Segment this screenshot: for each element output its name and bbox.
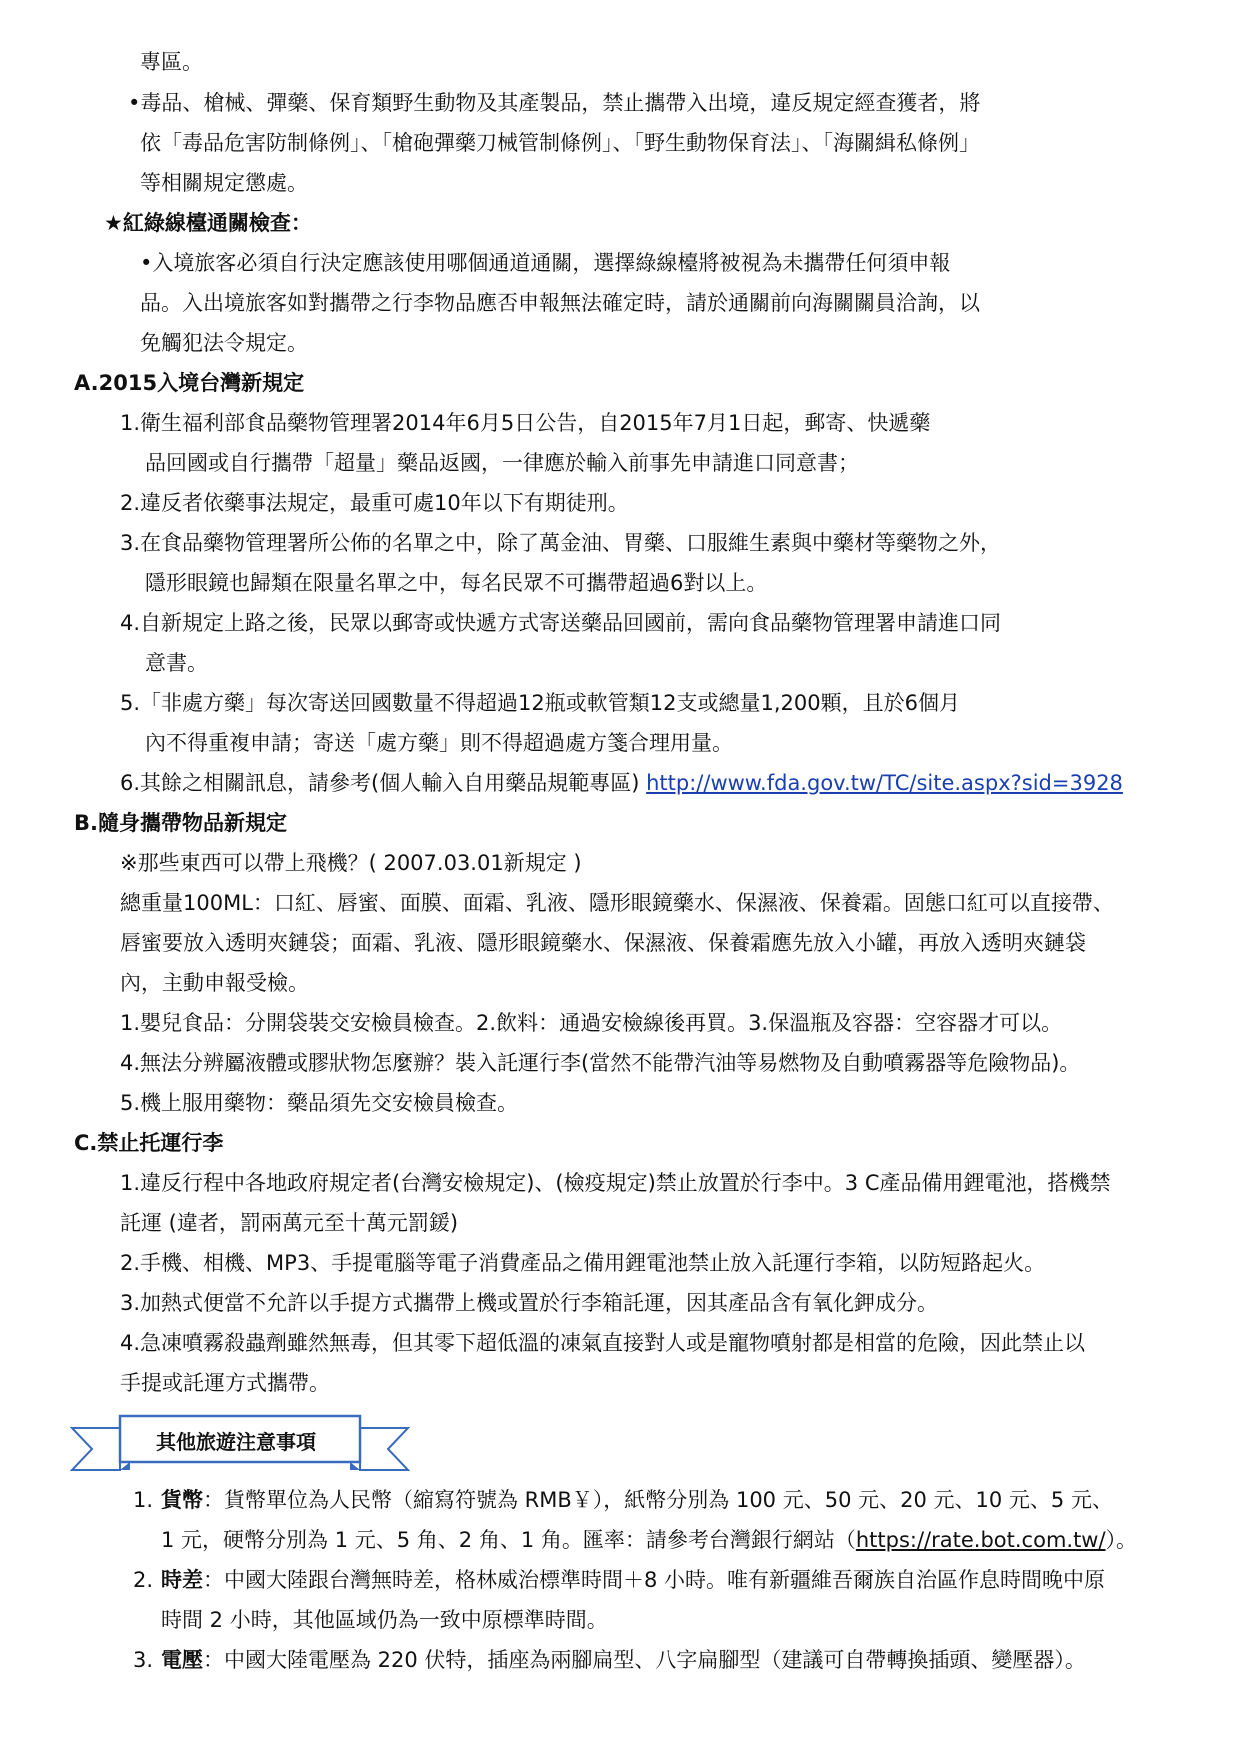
fda-link[interactable]: http://www.fda.gov.tw/TC/site.aspx?sid=3928 (646, 771, 1123, 795)
note-text: ：中國大陸跟台灣無時差，格林威治標準時間＋8 小時。唯有新疆維吾爾族自治區作息時間晚中原 (203, 1568, 1106, 1592)
text-line (120, 1088, 518, 1118)
line-text: 1.嬰兒食品：分開袋裝交安檢員檢查。2.飲料：通過安檢線後再買。3.保溫瓶及容器：空容器才可以。 (120, 1011, 1063, 1035)
line-text: 1.衛生福利部食品藥物管理署2014年6月5日公告，自2015年7月1日起，郵寄、快遞藥 (120, 411, 931, 435)
line-text: •毒品、槍械、彈藥、保育類野生動物及其產製品，禁止攜帶入出境，違反規定經查獲者，將 (128, 91, 981, 115)
note-line (133, 1645, 1086, 1675)
line-text: 依「毒品危害防制條例」、「槍砲彈藥刀械管制條例」、「野生動物保育法」、「海關緝私條例」 (140, 131, 980, 155)
line-text: 唇蜜要放入透明夾鏈袋；面霜、乳液、隱形眼鏡藥水、保濕液、保養霜應先放入小罐，再放入透明夾鏈袋 (120, 931, 1086, 955)
line-text: 2.違反者依藥事法規定，最重可處10年以下有期徒刑。 (120, 491, 629, 515)
section-heading (74, 808, 287, 838)
text-line (140, 168, 308, 198)
text-line (120, 768, 1123, 798)
note-text: ：貨幣單位為人民幣（縮寫符號為 RMB￥），紙幣分別為 100 元、50 元、20 元、10 元、5 元、 (203, 1488, 1113, 1512)
note-text-after: ）。 (1105, 1528, 1138, 1552)
note-line (133, 1485, 1113, 1515)
note-label: 貨幣 (161, 1488, 203, 1512)
line-text: 等相關規定懲處。 (140, 171, 308, 195)
note-number: 3. (133, 1648, 154, 1672)
text-line (120, 968, 309, 998)
note-line (133, 1565, 1105, 1595)
line-text: 4.急凍噴霧殺蟲劑雖然無毒，但其零下超低溫的凍氣直接對人或是寵物噴射都是相當的危險，因此禁止以 (120, 1331, 1086, 1355)
text-line (145, 568, 767, 598)
text-line (120, 528, 1001, 558)
note-line (133, 1605, 608, 1635)
line-text: 6.其餘之相關訊息，請參考(個人輸入自用藥品規範專區) (120, 771, 647, 795)
text-line (120, 888, 1114, 918)
line-text: •入境旅客必須自行決定應該使用哪個通道通關，選擇綠線檯將被視為未攜帶任何須申報 (140, 251, 951, 275)
text-line (145, 448, 859, 478)
section-heading (74, 1128, 223, 1158)
text-line (145, 728, 733, 758)
line-text: 5.「非處方藥」每次寄送回國數量不得超過12瓶或軟管類12支或總量1,200顆，且於6個月 (120, 691, 960, 715)
line-text: 品。入出境旅客如對攜帶之行李物品應否申報無法確定時，請於通關前向海關關員洽詢，以 (140, 291, 980, 315)
line-text: 總重量100ML：口紅、唇蜜、面膜、面霜、乳液、隱形眼鏡藥水、保濕液、保養霜。固態口紅可以直接帶、 (120, 891, 1114, 915)
note-number: 2. (133, 1568, 154, 1592)
line-text: 2.手機、相機、MP3、手提電腦等電子消費產品之備用鋰電池禁止放入託運行李箱，以防短路起火。 (120, 1251, 1046, 1275)
text-line (120, 848, 582, 878)
text-line (120, 1368, 330, 1398)
text-line (140, 248, 950, 278)
note-text: 1 元，硬幣分別為 1 元、5 角、2 角、1 角。匯率：請參考台灣銀行網站（ (161, 1528, 856, 1552)
line-text: C.禁止托運行李 (74, 1131, 224, 1155)
text-line (120, 928, 1086, 958)
note-text: ：中國大陸電壓為 220 伏特，插座為兩腳扁型、八字扁腳型（建議可自帶轉換插頭、變壓器）。 (203, 1648, 1086, 1672)
line-text: 專區。 (140, 50, 203, 74)
section-heading (74, 368, 304, 398)
line-text: 手提或託運方式攜帶。 (120, 1371, 330, 1395)
note-text: 時間 2 小時，其他區域仍為一致中原標準時間。 (161, 1608, 608, 1632)
line-text: 4.自新規定上路之後，民眾以郵寄或快遞方式寄送藥品回國前，需向食品藥物管理署申請進口同 (120, 611, 1002, 635)
text-line (120, 1008, 1062, 1038)
line-text: 託運 (違者，罰兩萬元至十萬元罰鍰) (120, 1211, 459, 1235)
line-text: 內不得重複申請；寄送「處方藥」則不得超過處方箋合理用量。 (145, 731, 733, 755)
text-line (120, 408, 930, 438)
text-line (120, 1288, 938, 1318)
line-text: 免觸犯法令規定。 (140, 331, 308, 355)
text-line (120, 1048, 1080, 1078)
line-text: ★紅綠線檯通關檢查： (104, 211, 312, 235)
line-text: 意書。 (145, 651, 208, 675)
text-line (128, 88, 980, 118)
text-line (140, 288, 980, 318)
text-line (120, 1168, 1111, 1198)
text-line (120, 688, 960, 718)
note-label: 電壓 (161, 1648, 203, 1672)
text-line (140, 47, 203, 77)
section-heading (104, 208, 312, 238)
line-text: 內，主動申報受檢。 (120, 971, 309, 995)
text-line (145, 648, 208, 678)
banner-title: 其他旅遊注意事項 (156, 1429, 316, 1454)
text-line (120, 608, 1001, 638)
text-line (120, 1208, 458, 1238)
note-label: 時差 (161, 1568, 203, 1592)
line-text: 3.加熱式便當不允許以手提方式攜帶上機或置於行李箱託運，因其產品含有氧化鉀成分。 (120, 1291, 939, 1315)
note-line (133, 1525, 1137, 1555)
bank-rate-link[interactable]: https://rate.bot.com.tw/ (855, 1528, 1106, 1552)
note-number: 1. (133, 1488, 154, 1512)
line-text: 隱形眼鏡也歸類在限量名單之中，每名民眾不可攜帶超過6對以上。 (145, 571, 768, 595)
line-text: A.2015入境台灣新規定 (74, 371, 305, 395)
text-line (120, 1328, 1085, 1358)
text-line (140, 128, 980, 158)
text-line (140, 328, 308, 358)
line-text: B.隨身攜帶物品新規定 (74, 811, 287, 835)
text-line (120, 488, 629, 518)
text-line (120, 1248, 1045, 1278)
line-text: 3.在食品藥物管理署所公佈的名單之中，除了萬金油、胃藥、口服維生素與中藥材等藥物之外， (120, 531, 1002, 555)
line-text: 1.違反行程中各地政府規定者(台灣安檢規定)、(檢疫規定)禁止放置於行李中。3 C產品備用鋰電池，搭機禁 (120, 1171, 1111, 1195)
line-text: 4.無法分辨屬液體或膠狀物怎麼辦？裝入託運行李(當然不能帶汽油等易燃物及自動噴霧器等危險物品)。 (120, 1051, 1081, 1075)
line-text: 品回國或自行攜帶「超量」藥品返國，一律應於輸入前事先申請進口同意書； (145, 451, 859, 475)
line-text: ※那些東西可以帶上飛機？( 2007.03.01新規定 ) (120, 851, 582, 875)
line-text: 5.機上服用藥物：藥品須先交安檢員檢查。 (120, 1091, 519, 1115)
